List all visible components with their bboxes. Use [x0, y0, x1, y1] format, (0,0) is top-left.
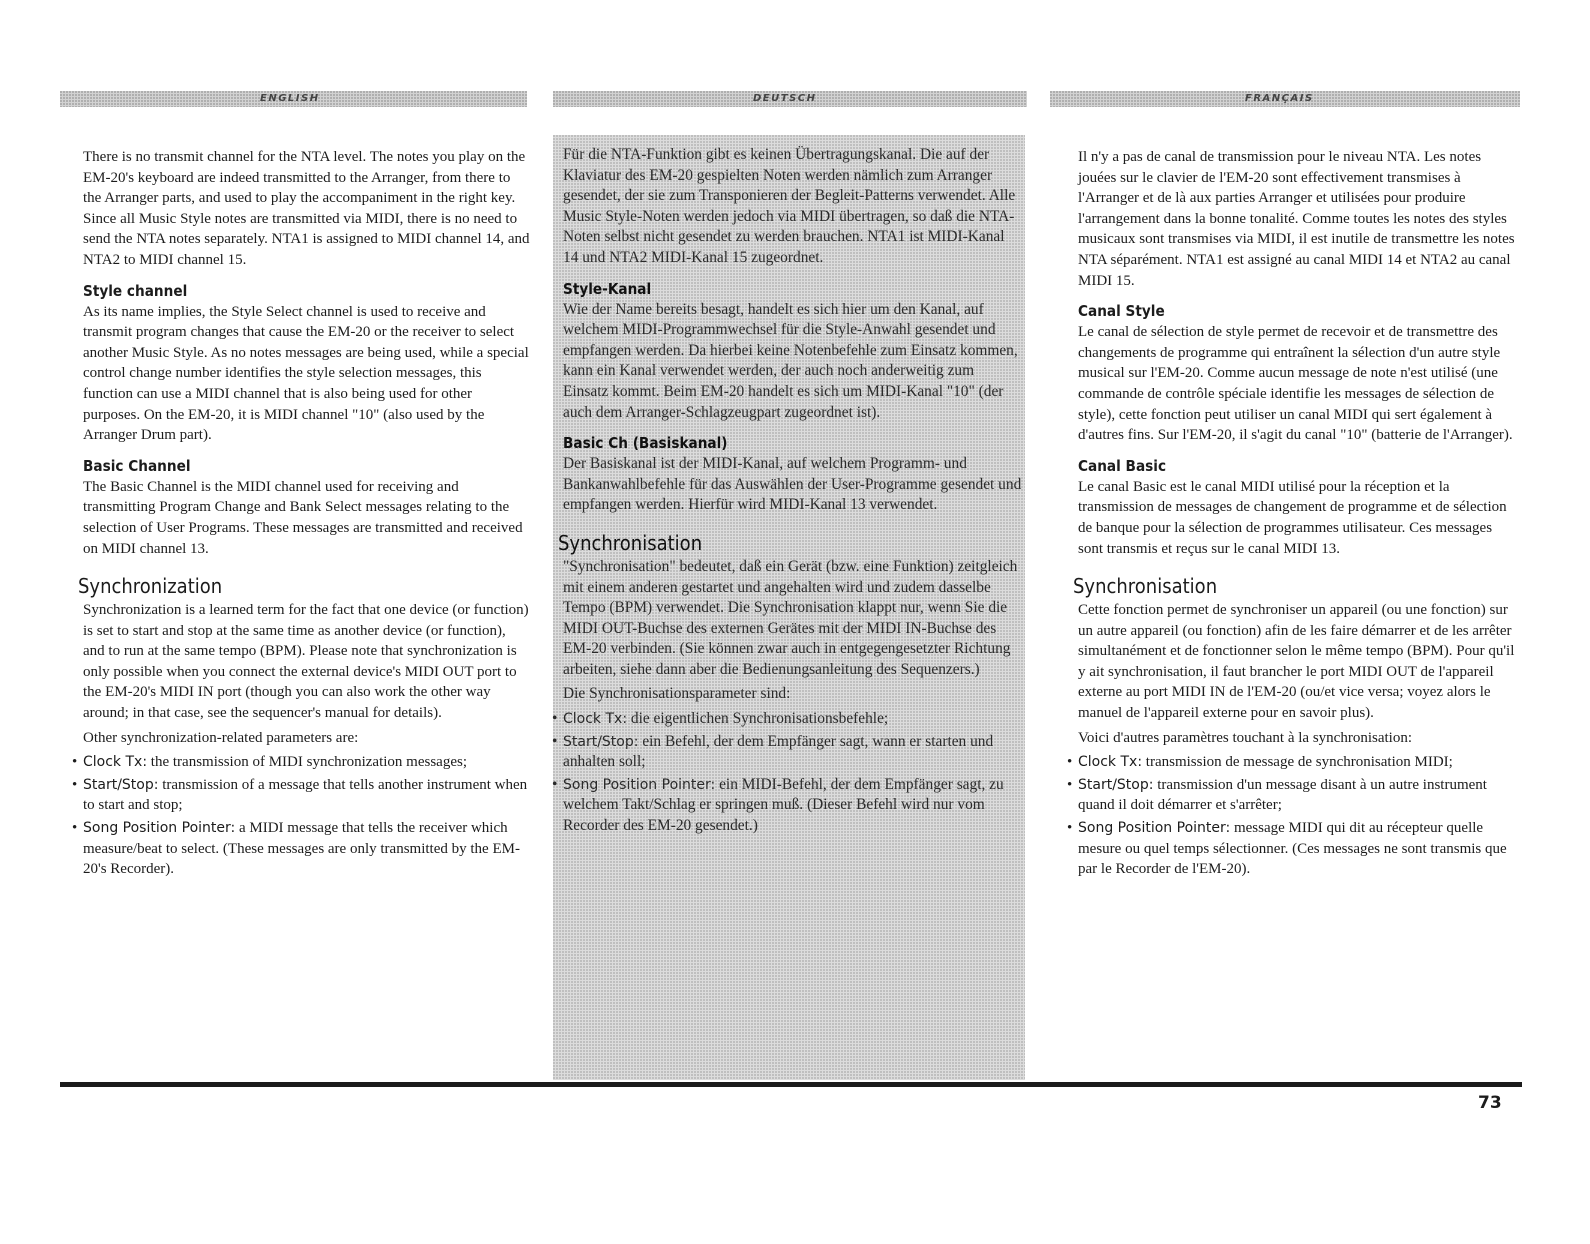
synchronization-paragraph: "Synchronisation" bedeutet, daß ein Gerät (bzw. eine Funktion) zeitgleich mit einem anderen gestartet und angehalten wird und zudem dasselbe Tempo (BPM) verwendet. Die Synchronisation klappt nur, wenn Sie die MIDI OUT-Buchse des externen Gerätes mit der MIDI IN-Buchse des EM-20 verbinden. (Sie können zwar auch in entgegengesetzter Richtung arbeiten, siehe dann aber die Bedienungsanleitung des Sequenzers.) [563, 557, 1018, 678]
sync-parameter-list [72, 752, 530, 880]
synchronization-heading: Synchronisation [558, 530, 703, 555]
nta-paragraph: Il n'y a pas de canal de transmission pour le niveau NTA. Les notes jouées sur le clavier de l'EM-20 sont effectivement transmises à l'Arranger et de là aux parties Arranger et utilisées pour produire l'arrangement dans la bonne tonalité. Comme toutes les notes des styles musicaux sont transmises via MIDI, il est inutile de transmettre les notes NTA séparément. NTA1 est assigné au canal MIDI 14 et NTA2 au canal MIDI 15. [1078, 149, 1515, 289]
english-column [72, 147, 530, 882]
list-text: message MIDI qui dit au récepteur quelle mesure ou quel temps sélectionner. (Ces messages ne sont transmis que par le Recorder de l'EM-20). [1078, 820, 1507, 878]
list-text: transmission de message de synchronisation MIDI; [1142, 754, 1453, 771]
language-label-deutsch: DEUTSCH [753, 93, 817, 104]
list-term: Song Position Pointer: [1078, 820, 1231, 837]
basic-channel-heading: Basic Ch (Basiskanal) [563, 434, 728, 453]
list-item: • Clock Tx: transmission de message de synchronisation MIDI; [1067, 754, 1453, 771]
language-header-francais [1050, 91, 1520, 107]
list-text: transmission of a message that tells another instrument when to start and stop; [83, 776, 528, 814]
deutsch-column [552, 145, 1023, 839]
other-parameters-intro: Other synchronization-related parameters are: [83, 729, 359, 746]
language-label-english: ENGLISH [260, 93, 320, 104]
nta-paragraph: Für die NTA-Funktion gibt es keinen Übertragungskanal. Die auf der Klaviatur des EM-20 gespielten Noten werden nämlich zum Arranger gesendet, der sie zum Transponieren der Begleit-Patterns verwendet. Alle Music Style-Noten werden jedoch via MIDI übertragen, so daß die NTA-Noten selbst nicht gesendet zu werden brauchen. NTA1 ist MIDI-Kanal 14 und NTA2 MIDI-Kanal 15 zugeordnet. [563, 146, 1016, 266]
style-channel-heading: Style-Kanal [563, 279, 652, 298]
list-item: • Start/Stop: transmission of a message that tells another instrument when to start and stop; [72, 776, 528, 814]
synchronization-paragraph: Cette fonction permet de synchroniser un appareil (ou une fonction) sur un autre appareil (ou fonction) afin de les faire démarrer et de les arrêter simultanément et de fonctionner selon le même tempo (BPM). Pour qu'il y ait synchronisation, il faut brancher le port MIDI OUT de l'appareil externe au port MIDI IN de l'EM-20 (ou/et vice versa; voyez alors le manuel de l'appareil externe pour en savoir plus). [1078, 602, 1515, 722]
language-header-english [60, 91, 527, 107]
style-channel-heading: Canal Style [1078, 302, 1165, 321]
style-channel-paragraph: Wie der Name bereits besagt, handelt es sich hier um den Kanal, auf welchem MIDI-Programmwechsel für die Style-Anwahl gesendet und empfangen werden. Da hierbei keine Notenbefehle zum Einsatz kommen, kann ein Kanal verwendet werden, der auch noch anderweitig zum Einsatz kommt. Beim EM-20 handelt es sich um MIDI-Kanal "10" (der auch dem Arranger-Schlagzeugpart zugeordnet ist). [563, 300, 1018, 421]
basic-channel-paragraph: Le canal Basic est le canal MIDI utilisé pour la réception et la transmission de messages de changement de programme et de sélection de banque pour la sélection de programmes utilisateur. Ces messages sont transmis et reçus sur le canal MIDI 13. [1078, 478, 1507, 557]
list-term: Start/Stop: [83, 776, 159, 793]
list-text: the transmission of MIDI synchronization messages; [147, 754, 467, 771]
list-item: • Song Position Pointer: a MIDI message that tells the receiver which measure/beat to select. (These messages are only transmitted by the EM-20's Recorder). [72, 820, 520, 878]
list-text: die eigentlichen Synchronisationsbefehle; [627, 710, 889, 728]
list-term: Clock Tx: [563, 711, 628, 728]
basic-channel-paragraph: Der Basiskanal ist der MIDI-Kanal, auf welchem Programm- und Bankanwahlbefehle für das Auswählen der User-Programme gesendet und empfangen werden. Hierfür wird MIDI-Kanal 13 verwendet. [563, 455, 1022, 514]
style-channel-paragraph: As its name implies, the Style Select channel is used to receive and transmit program changes that cause the EM-20 or the receiver to select another Music Style. As no notes messages are being used, while a special control change number identifies the style selection messages, this function can use a MIDI channel that is also being used for other purposes. On the EM-20, it is MIDI channel "10" (also used by the Arranger Drum part). [83, 303, 529, 444]
list-term: Song Position Pointer: [83, 820, 236, 837]
list-item: • Clock Tx: the transmission of MIDI synchronization messages; [72, 754, 467, 771]
sync-parameter-list [1067, 752, 1520, 880]
footer-rule [60, 1082, 1522, 1087]
list-item: • Start/Stop: ein Befehl, der dem Empfänger sagt, wann er starten und anhalten soll; [552, 732, 994, 771]
other-parameters-intro: Die Synchronisationsparameter sind: [563, 685, 791, 703]
language-label-francais: FRANÇAIS [1245, 93, 1314, 104]
list-text: ein MIDI-Befehl, der dem Empfänger sagt, zu welchem Takt/Schlag er springen muß. (Dieser Befehl wird nur vom Recorder des EM-20 gesendet.) [563, 775, 1004, 835]
list-term: Start/Stop: [1078, 776, 1154, 793]
francais-column [1067, 147, 1520, 882]
list-item: • Song Position Pointer: message MIDI qui dit au récepteur quelle mesure ou quel temps sélectionner. (Ces messages ne sont transmis que par le Recorder de l'EM-20). [1067, 820, 1507, 878]
language-header-deutsch [553, 91, 1027, 107]
page-number: 73 [1478, 1093, 1502, 1113]
sync-parameter-list [552, 709, 1023, 837]
synchronization-heading: Synchronization [78, 574, 223, 599]
list-item: • Start/Stop: transmission d'un message disant à un autre instrument quand il doit démarrer et s'arrêter; [1067, 776, 1487, 814]
style-channel-heading: Style channel [83, 281, 188, 300]
list-term: Song Position Pointer: [563, 776, 716, 793]
list-item: • Clock Tx: die eigentlichen Synchronisationsbefehle; [552, 710, 889, 728]
basic-channel-heading: Canal Basic [1078, 456, 1167, 475]
basic-channel-paragraph: The Basic Channel is the MIDI channel used for receiving and transmitting Program Change and Bank Select messages relating to the selection of User Programs. These messages are transmitted and received on MIDI channel 13. [83, 478, 523, 557]
list-item: • Song Position Pointer: ein MIDI-Befehl, der dem Empfänger sagt, zu welchem Takt/Schlag er springen muß. (Dieser Befehl wird nur vom Recorder des EM-20 gesendet.) [552, 775, 1004, 835]
list-text: transmission d'un message disant à un autre instrument quand il doit démarrer et s'arrêter; [1078, 776, 1487, 814]
list-term: Clock Tx: [83, 754, 148, 771]
synchronization-heading: Synchronisation [1073, 574, 1218, 599]
list-term: Clock Tx: [1078, 754, 1143, 771]
list-text: a MIDI message that tells the receiver which measure/beat to select. (These messages are only transmitted by the EM-20's Recorder). [83, 820, 520, 878]
other-parameters-intro: Voici d'autres paramètres touchant à la synchronisation: [1078, 729, 1412, 746]
list-text: ein Befehl, der dem Empfänger sagt, wann er starten und anhalten soll; [563, 732, 994, 771]
nta-paragraph: There is no transmit channel for the NTA level. The notes you play on the EM-20's keyboard are indeed transmitted to the Arranger, from there to the Arranger parts, and used to play the accompaniment in the right key. Since all Music Style notes are transmitted via MIDI, there is no need to send the NTA notes separately. NTA1 is assigned to MIDI channel 14, and NTA2 to MIDI channel 15. [83, 149, 530, 268]
basic-channel-heading: Basic Channel [83, 456, 191, 475]
synchronization-paragraph: Synchronization is a learned term for the fact that one device (or function) is set to start and stop at the same time as another device (or function), and to run at the same tempo (BPM). Please note that synchronization is only possible when you connect the external device's MIDI OUT port to the EM-20's MIDI IN port (though you can also work the other way around; in that case, see the sequencer's manual for details). [83, 602, 529, 722]
list-term: Start/Stop: [563, 733, 639, 750]
style-channel-paragraph: Le canal de sélection de style permet de recevoir et de transmettre des changements de programme qui entraînent la sélection d'un autre style musical sur l'EM-20. Comme aucun message de note n'est utilisé (une commande de contrôle spéciale identifie les messages de sélection de style), cette fonction peut utiliser un canal MIDI qui sert également à d'autres fins. Sur l'EM-20, il s'agit du canal "10" (batterie de l'Arranger). [1078, 324, 1513, 444]
